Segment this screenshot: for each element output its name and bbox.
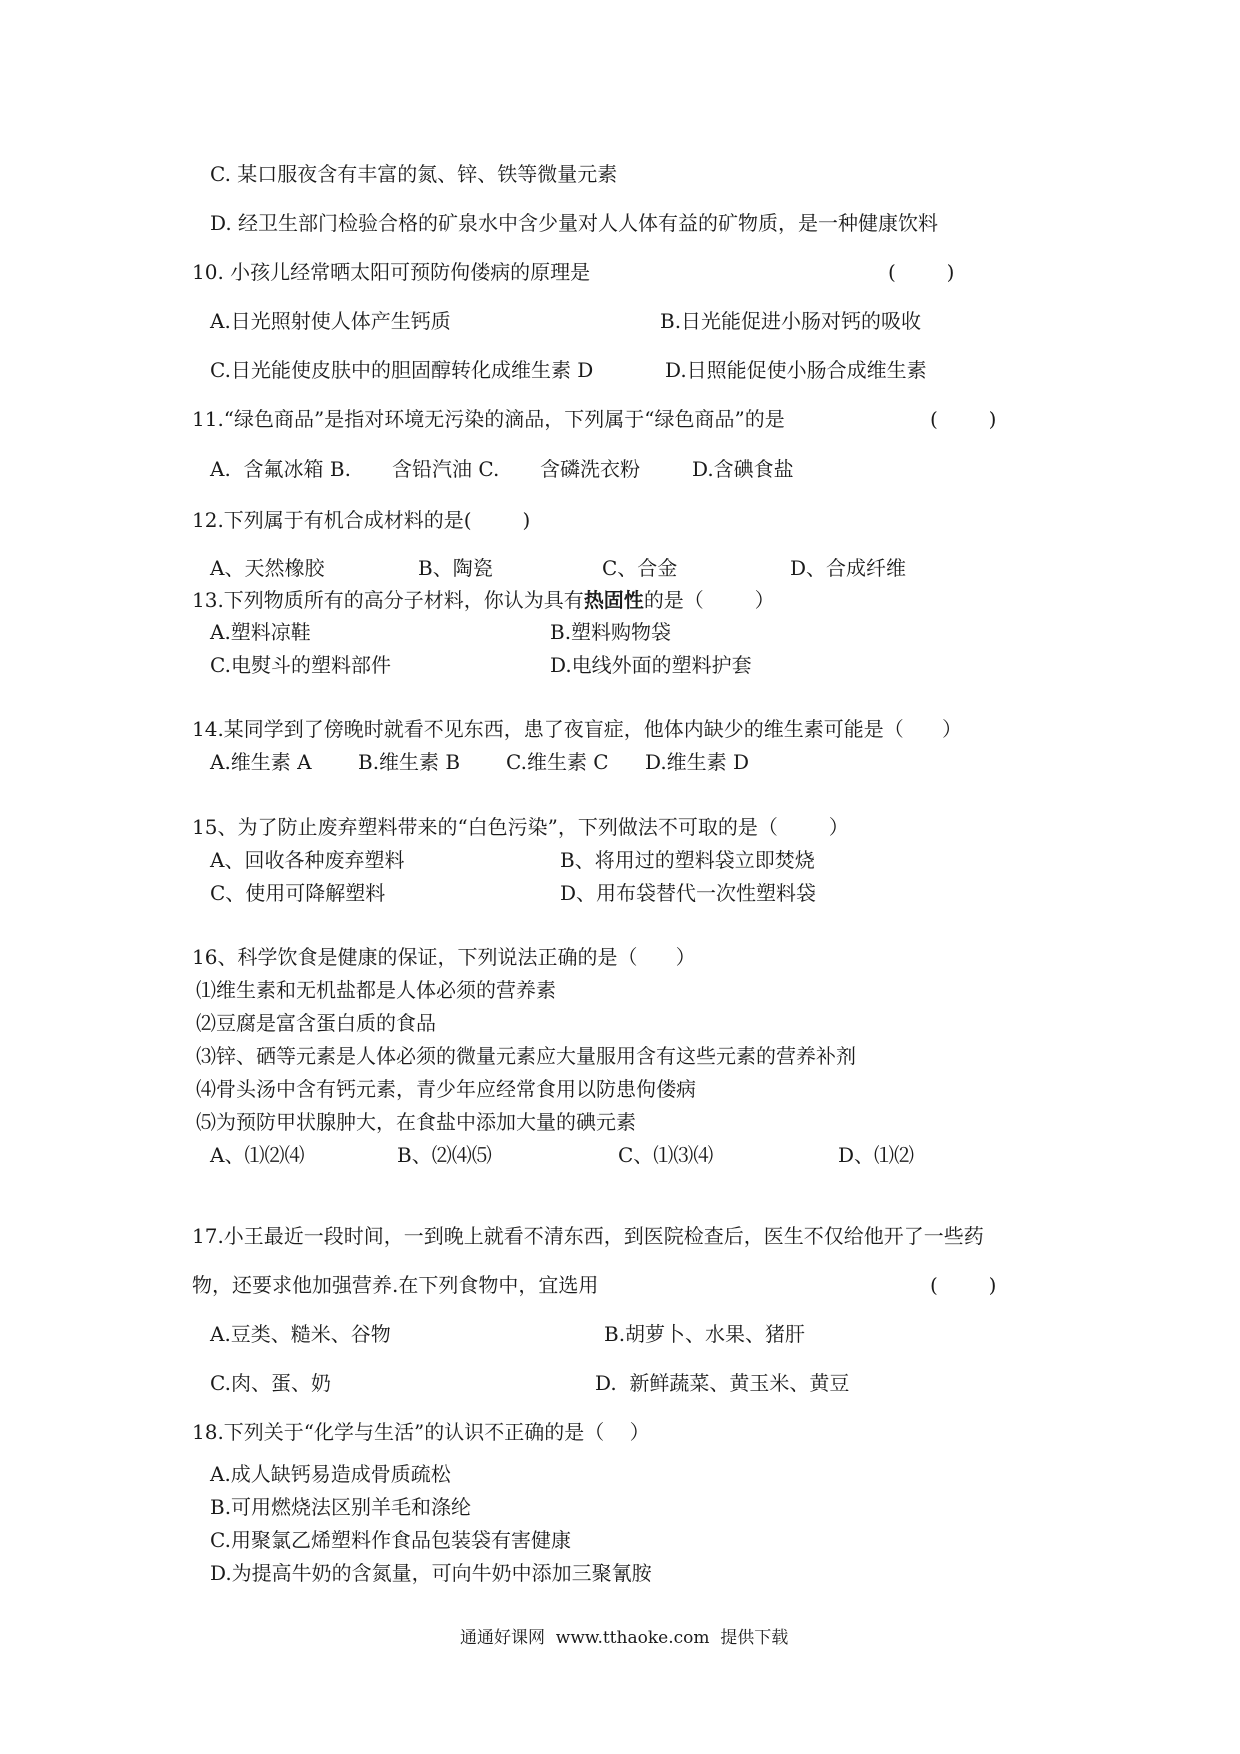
q16-option-a: A、⑴⑵⑷ [210,1143,305,1167]
q10-option-d: D.日照能促使小肠合成维生素 [665,358,927,382]
q14-option-d: D.维生素 D [645,750,750,774]
q16-statement-3: ⑶锌、硒等元素是人体必须的微量元素应大量服用含有这些元素的营养补剂 [196,1044,856,1068]
q15-stem: 15、为了防止废弃塑料带来的“白色污染”，下列做法不可取的是（ ） [192,815,849,839]
q13-option-c: C.电熨斗的塑料部件 [210,653,391,677]
q13-stem-pre: 13.下列物质所有的高分子材料，你认为具有 [192,588,584,612]
q16-option-b: B、⑵⑷⑸ [397,1143,492,1167]
q9-option-d: D. 经卫生部门检验合格的矿泉水中含少量对人人体有益的矿物质，是一种健康饮料 [210,211,939,235]
q12-option-c: C、合金 [602,556,678,580]
q17-stem-line1: 17.小王最近一段时间，一到晚上就看不清东西，到医院检查后，医生不仅给他开了一些药 [192,1224,984,1248]
q16-statement-2: ⑵豆腐是富含蛋白质的食品 [196,1011,436,1035]
q11-option-d: D.含碘食盐 [692,457,794,481]
q12-option-a: A、天然橡胶 [210,556,325,580]
q10-option-c: C.日光能使皮肤中的胆固醇转化成维生素 D [210,358,594,382]
q12-option-b: B、陶瓷 [418,556,493,580]
q16-option-c: C、⑴⑶⑷ [618,1143,714,1167]
q16-stem: 16、科学饮食是健康的保证，下列说法正确的是（ ） [192,945,696,969]
q11-option-b: 含铅汽油 C. [392,457,500,481]
q18-option-d: D.为提高牛奶的含氮量，可向牛奶中添加三聚氰胺 [210,1561,652,1585]
q16-statement-4: ⑷骨头汤中含有钙元素，青少年应经常食用以防患佝偻病 [196,1077,696,1101]
q14-option-c: C.维生素 C [506,750,609,774]
q9-option-c: C. 某口服夜含有丰富的氮、锌、铁等微量元素 [210,162,618,186]
page-footer: 通通好课网 www.tthaoke.com 提供下载 [460,1628,789,1648]
q17-option-a: A.豆类、糙米、谷物 [210,1322,391,1346]
q11-stem: 11.“绿色商品”是指对环境无污染的滴品，下列属于“绿色商品”的是 [192,407,785,431]
q15-option-b: B、将用过的塑料袋立即焚烧 [560,848,815,872]
q12-stem: 12.下列属于有机合成材料的是( ) [192,508,531,532]
q17-option-d: D. 新鲜蔬菜、黄玉米、黄豆 [595,1371,850,1395]
q18-option-a: A.成人缺钙易造成骨质疏松 [210,1462,451,1486]
q14-option-a: A.维生素 A [210,750,312,774]
q13-stem-post: 的是（ ） [643,588,775,612]
q16-option-d: D、⑴⑵ [838,1143,915,1167]
q18-stem: 18.下列关于“化学与生活”的认识不正确的是（ ） [192,1420,650,1444]
q10-option-a: A.日光照射使人体产生钙质 [210,309,451,333]
q18-option-b: B.可用燃烧法区别羊毛和涤纶 [210,1495,472,1519]
q16-statement-5: ⑸为预防甲状腺肿大，在食盐中添加大量的碘元素 [196,1110,636,1134]
q10-option-b: B.日光能促进小肠对钙的吸收 [660,309,922,333]
q18-option-c: C.用聚氯乙烯塑料作食品包装袋有害健康 [210,1528,571,1552]
q10-answer-blank: ( ) [888,260,955,284]
q16-statement-1: ⑴维生素和无机盐都是人体必须的营养素 [196,978,556,1002]
q15-option-c: C、使用可降解塑料 [210,881,386,905]
q13-stem-bold: 热固性 [583,588,644,612]
q13-option-b: B.塑料购物袋 [550,620,672,644]
q15-option-a: A、回收各种废弃塑料 [210,848,405,872]
q15-option-d: D、用布袋替代一次性塑料袋 [560,881,817,905]
q17-option-c: C.肉、蛋、奶 [210,1371,331,1395]
q14-stem: 14.某同学到了傍晚时就看不见东西，患了夜盲症，他体内缺少的维生素可能是（ ） [192,717,962,741]
q17-answer-blank: ( ) [930,1273,997,1297]
q11-option-c: 含磷洗衣粉 [540,457,640,481]
q17-stem-line2: 物，还要求他加强营养.在下列食物中，宜选用 [192,1273,599,1297]
q17-option-b: B.胡萝卜、水果、猪肝 [604,1322,806,1346]
q13-stem [192,587,775,613]
q13-option-a: A.塑料凉鞋 [210,620,311,644]
q11-option-a: A. 含氟冰箱 B. [210,457,351,481]
q11-answer-blank: ( ) [930,407,997,431]
q12-option-d: D、合成纤维 [790,556,907,580]
q13-option-d: D.电线外面的塑料护套 [550,653,752,677]
q14-option-b: B.维生素 B [358,750,461,774]
q10-stem: 10. 小孩儿经常晒太阳可预防佝偻病的原理是 [192,260,591,284]
